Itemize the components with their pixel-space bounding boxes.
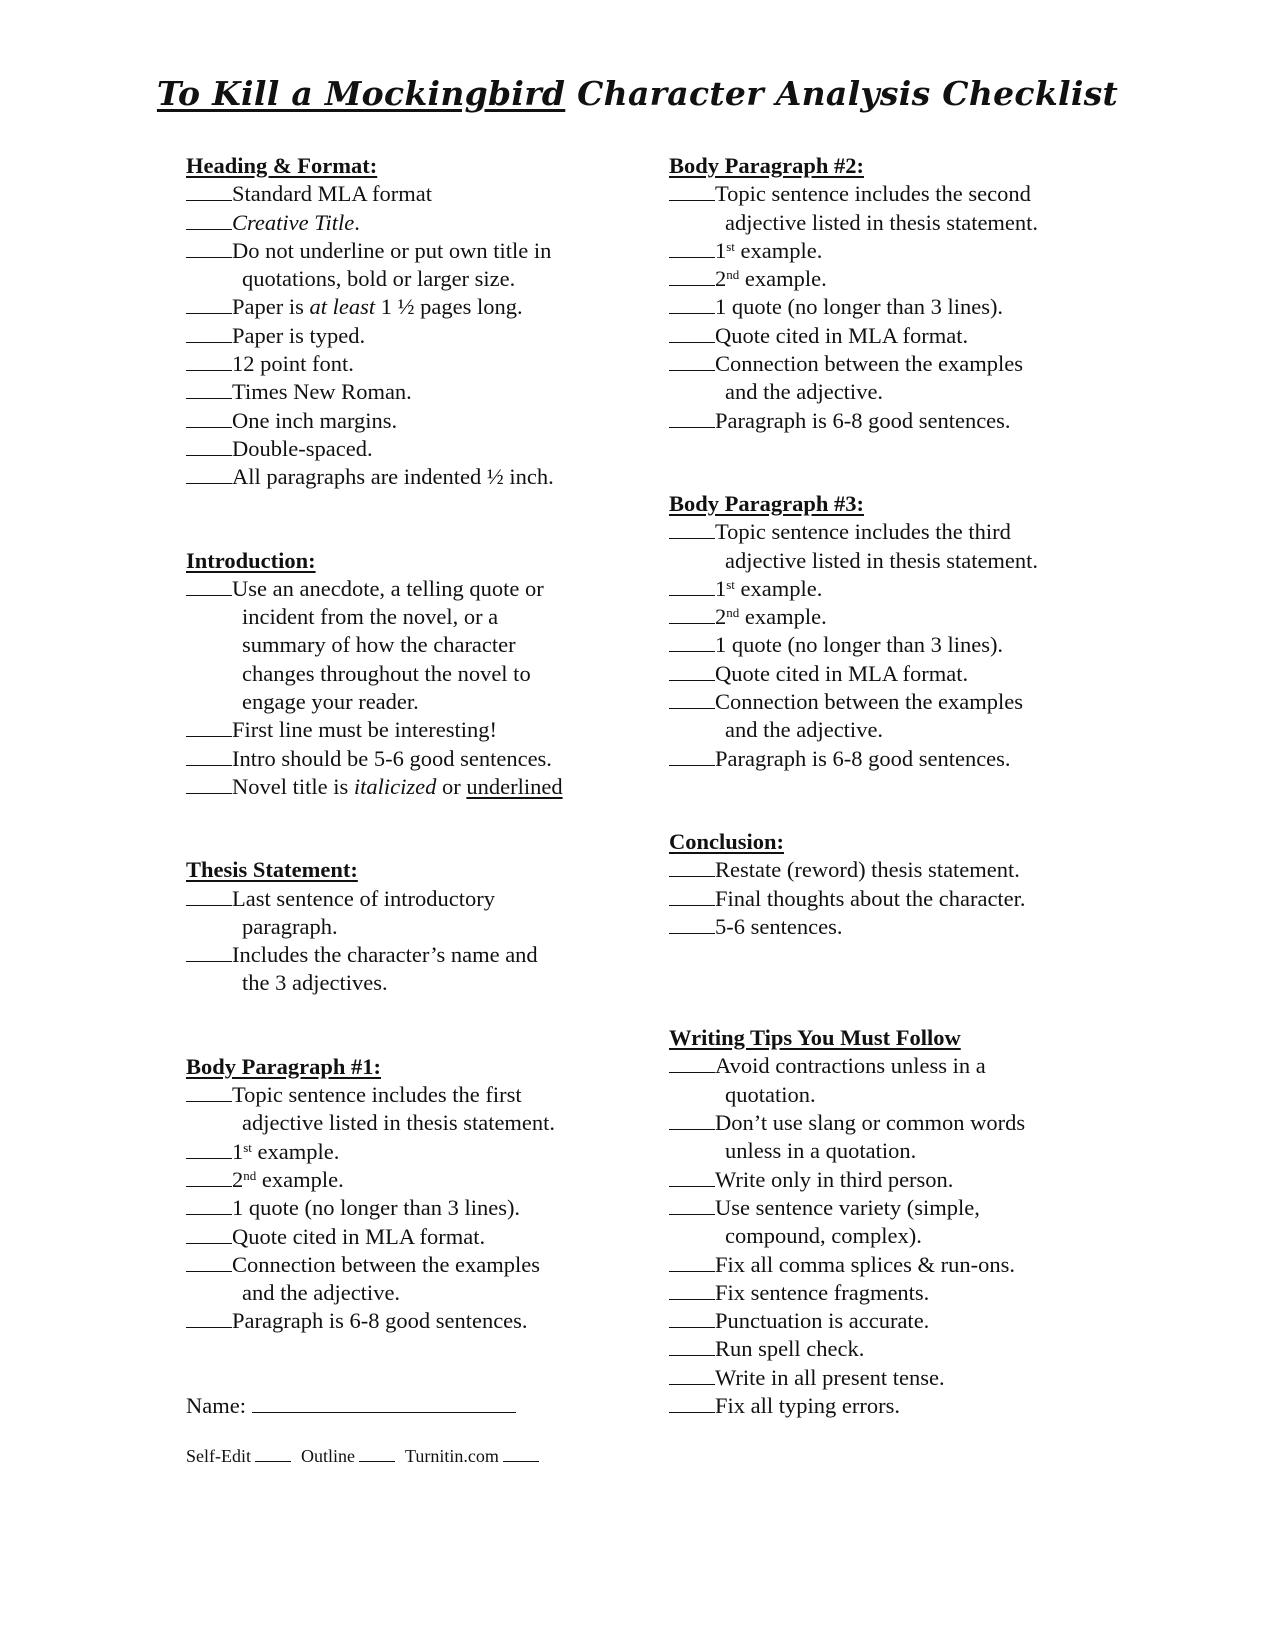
item-text: example. xyxy=(739,266,827,292)
checklist-item xyxy=(186,378,626,406)
item-text: italicized xyxy=(353,773,437,799)
check-blank[interactable] xyxy=(669,408,715,428)
checklist-item-continuation: the 3 adjectives. xyxy=(242,970,388,996)
check-blank[interactable] xyxy=(669,294,715,314)
checklist-item xyxy=(669,1307,1109,1335)
check-blank[interactable] xyxy=(669,1195,715,1215)
checklist-item-continuation: incident from the novel, or a xyxy=(242,604,499,630)
item-text: st xyxy=(243,1139,252,1155)
checklist-item xyxy=(669,322,1109,350)
section-body-paragraph-1 xyxy=(186,1053,626,1336)
checklist-item xyxy=(669,745,1109,773)
item-text: Use an anecdote, a telling quote or xyxy=(232,575,544,601)
item-text: Final thoughts about the character. xyxy=(715,885,1026,911)
section-heading: Body Paragraph #2: xyxy=(669,153,865,178)
item-text: Intro should be 5-6 good sentences. xyxy=(232,745,552,771)
checklist-item-continuation: compound, complex). xyxy=(725,1223,922,1249)
item-text: Novel title is xyxy=(232,773,354,799)
check-blank[interactable] xyxy=(186,1082,232,1102)
check-blank[interactable] xyxy=(186,717,232,737)
item-text: Quote cited in MLA format. xyxy=(715,322,969,348)
outline-blank[interactable] xyxy=(359,1446,395,1462)
section-heading: Introduction: xyxy=(186,547,316,573)
checklist-item xyxy=(669,1052,1109,1080)
item-text: st xyxy=(726,576,735,592)
check-blank[interactable] xyxy=(669,914,715,934)
checklist-item xyxy=(669,603,1109,631)
checklist-item xyxy=(186,407,626,435)
checklist-item xyxy=(669,913,1109,941)
check-blank[interactable] xyxy=(186,746,232,766)
check-blank[interactable] xyxy=(186,576,232,596)
item-text: 1 ½ pages long. xyxy=(375,294,523,320)
checklist-item xyxy=(186,745,626,773)
item-text: All paragraphs are indented ½ inch. xyxy=(232,464,554,490)
check-blank[interactable] xyxy=(669,1167,715,1187)
section-conclusion xyxy=(669,828,1109,941)
check-blank[interactable] xyxy=(186,379,232,399)
section-body-paragraph-3 xyxy=(669,490,1109,773)
checklist-item xyxy=(186,1081,626,1109)
checklist-item xyxy=(186,180,626,208)
check-blank[interactable] xyxy=(669,604,715,624)
item-text: example. xyxy=(739,604,827,630)
turnitin-label: Turnitin.com xyxy=(405,1446,499,1466)
check-blank[interactable] xyxy=(186,1224,232,1244)
section-writing-tips-you-must-follow xyxy=(669,1024,1109,1420)
checklist-item xyxy=(669,885,1109,913)
check-blank[interactable] xyxy=(669,1053,715,1073)
item-text: 1 xyxy=(715,575,727,601)
item-text: Run spell check. xyxy=(715,1336,865,1362)
item-text: Quote cited in MLA format. xyxy=(715,660,969,686)
checklist-item xyxy=(669,1109,1109,1137)
checklist-item xyxy=(186,885,626,913)
item-text: Write in all present tense. xyxy=(715,1364,945,1390)
checklist-item-continuation: unless in a quotation. xyxy=(725,1138,917,1164)
checklist-item-continuation: engage your reader. xyxy=(242,689,419,715)
item-text: underlined xyxy=(466,773,563,799)
checklist-item xyxy=(669,631,1109,659)
left-column xyxy=(186,152,626,1336)
item-text: Connection between the examples xyxy=(715,689,1024,715)
checklist-item-continuation: adjective listed in thesis statement. xyxy=(725,547,1039,573)
check-blank[interactable] xyxy=(186,351,232,371)
item-text: 2 xyxy=(715,604,727,630)
item-text: Write only in third person. xyxy=(715,1166,954,1192)
checklist-item xyxy=(186,1194,626,1222)
section-introduction xyxy=(186,547,626,802)
checklist-item xyxy=(669,575,1109,603)
item-text: Topic sentence includes the third xyxy=(715,519,1011,545)
check-blank[interactable] xyxy=(186,1308,232,1328)
check-blank[interactable] xyxy=(186,323,232,343)
checklist-item xyxy=(669,265,1109,293)
checklist-item-continuation: and the adjective. xyxy=(242,1280,401,1306)
check-blank[interactable] xyxy=(186,294,232,314)
item-text: Connection between the examples xyxy=(715,351,1024,377)
check-blank[interactable] xyxy=(669,1365,715,1385)
check-blank[interactable] xyxy=(186,886,232,906)
checklist-item xyxy=(669,856,1109,884)
item-text: 1 xyxy=(232,1138,244,1164)
checklist-item xyxy=(669,407,1109,435)
right-column xyxy=(669,152,1109,1420)
item-text: Avoid contractions unless in a xyxy=(715,1053,986,1079)
name-line xyxy=(186,1392,516,1419)
check-blank[interactable] xyxy=(669,1110,715,1130)
item-text: nd xyxy=(726,267,740,283)
checklist-item xyxy=(186,1307,626,1335)
item-text: Fix sentence fragments. xyxy=(715,1279,930,1305)
item-text: Topic sentence includes the second xyxy=(715,181,1031,207)
item-text: 2 xyxy=(232,1166,244,1192)
page-title-rest: Character Analysis Checklist xyxy=(565,74,1119,113)
checklist-item xyxy=(186,1251,626,1279)
checklist-item-continuation: summary of how the character xyxy=(242,632,516,658)
check-blank[interactable] xyxy=(186,210,232,230)
section-heading: Body Paragraph #1: xyxy=(186,1053,382,1079)
checklist-item xyxy=(186,941,626,969)
item-text: Times New Roman. xyxy=(232,379,412,405)
item-text: example. xyxy=(251,1138,340,1164)
check-blank[interactable] xyxy=(669,632,715,652)
checklist-item xyxy=(186,463,626,491)
checklist-item xyxy=(186,1138,626,1166)
item-text: st xyxy=(726,238,735,254)
item-text: Restate (reword) thesis statement. xyxy=(715,857,1020,883)
section-heading: Thesis Statement: xyxy=(186,857,358,883)
self-edit-label: Self-Edit xyxy=(186,1446,251,1466)
check-blank[interactable] xyxy=(669,661,715,681)
checklist-item xyxy=(669,688,1109,716)
item-text: Paper is typed. xyxy=(232,322,366,348)
item-text: 1 xyxy=(715,237,727,263)
checklist-item-continuation: and the adjective. xyxy=(725,379,884,405)
item-text: at least xyxy=(309,294,376,320)
item-text: Includes the character’s name and xyxy=(232,942,538,968)
check-blank[interactable] xyxy=(186,464,232,484)
checklist-item xyxy=(669,1166,1109,1194)
item-text: Standard MLA format xyxy=(232,181,432,207)
check-blank[interactable] xyxy=(669,1252,715,1272)
item-text: example. xyxy=(734,237,823,263)
turnitin-blank[interactable] xyxy=(503,1446,539,1462)
item-text: 2 xyxy=(715,266,727,292)
checklist-item-continuation: quotations, bold or larger size. xyxy=(242,266,516,292)
section-heading: Writing Tips You Must Follow xyxy=(669,1025,961,1051)
checklist-item xyxy=(186,293,626,321)
item-text: 5-6 sentences. xyxy=(715,913,843,939)
item-text: 1 quote (no longer than 3 lines). xyxy=(715,632,1004,658)
name-blank[interactable] xyxy=(252,1392,516,1413)
item-text: Creative Title xyxy=(232,209,355,235)
item-text: One inch margins. xyxy=(232,407,398,433)
check-blank[interactable] xyxy=(669,351,715,371)
section-heading: Body Paragraph #3: xyxy=(669,490,865,516)
check-blank[interactable] xyxy=(186,1252,232,1272)
section-heading: Conclusion: xyxy=(669,828,785,854)
checklist-item xyxy=(186,575,626,603)
checklist-item xyxy=(669,660,1109,688)
check-blank[interactable] xyxy=(669,519,715,539)
item-text: Paragraph is 6-8 good sentences. xyxy=(715,745,1011,771)
checklist-item xyxy=(186,773,626,801)
checklist-item xyxy=(186,237,626,265)
checklist-item xyxy=(669,180,1109,208)
checklist-item xyxy=(669,1335,1109,1363)
item-text: 1 quote (no longer than 3 lines). xyxy=(232,1195,521,1221)
checklist-item-continuation: paragraph. xyxy=(242,913,338,939)
item-text: Use sentence variety (simple, xyxy=(715,1194,980,1220)
item-text: Fix all typing errors. xyxy=(715,1392,900,1418)
item-text: Don’t use slang or common words xyxy=(715,1110,1026,1136)
check-blank[interactable] xyxy=(186,1167,232,1187)
item-text: Paragraph is 6-8 good sentences. xyxy=(232,1308,528,1334)
checklist-item xyxy=(669,1251,1109,1279)
checklist-item xyxy=(669,1364,1109,1392)
item-text: Connection between the examples xyxy=(232,1251,541,1277)
check-blank[interactable] xyxy=(669,238,715,258)
checklist-item-continuation: adjective listed in thesis statement. xyxy=(725,209,1039,235)
section-heading: Heading & Format: xyxy=(186,153,378,178)
checklist-item xyxy=(669,1392,1109,1420)
check-blank[interactable] xyxy=(186,181,232,201)
checklist-item xyxy=(669,237,1109,265)
item-text: Last sentence of introductory xyxy=(232,885,496,911)
item-text: Quote cited in MLA format. xyxy=(232,1223,486,1249)
check-blank[interactable] xyxy=(186,1195,232,1215)
checklist-item xyxy=(186,350,626,378)
checklist-item xyxy=(186,1166,626,1194)
self-edit-blank[interactable] xyxy=(255,1446,291,1462)
section-body-paragraph-2 xyxy=(669,152,1109,435)
check-blank[interactable] xyxy=(186,238,232,258)
item-text: nd xyxy=(243,1167,257,1183)
item-text: First line must be interesting! xyxy=(232,717,497,743)
checklist-item xyxy=(186,209,626,237)
item-text: nd xyxy=(726,605,740,621)
checklist-item xyxy=(186,322,626,350)
check-blank[interactable] xyxy=(669,1280,715,1300)
checklist-item xyxy=(186,716,626,744)
check-blank[interactable] xyxy=(669,1336,715,1356)
item-text: . xyxy=(354,209,360,235)
check-blank[interactable] xyxy=(186,774,232,794)
check-blank[interactable] xyxy=(669,266,715,286)
name-label: Name: xyxy=(186,1393,246,1418)
item-text: example. xyxy=(256,1166,344,1192)
check-blank[interactable] xyxy=(669,576,715,596)
outline-label: Outline xyxy=(301,1446,355,1466)
checklist-item xyxy=(669,293,1109,321)
item-text: Do not underline or put own title in xyxy=(232,237,552,263)
page-title xyxy=(0,74,1275,113)
check-blank[interactable] xyxy=(669,1308,715,1328)
check-blank[interactable] xyxy=(186,408,232,428)
page-title-novel: To Kill a Mockingbird xyxy=(156,74,566,113)
footer-checkoffs xyxy=(186,1446,539,1467)
item-text: 1 quote (no longer than 3 lines). xyxy=(715,294,1004,320)
check-blank[interactable] xyxy=(669,746,715,766)
item-text: Double-spaced. xyxy=(232,435,373,461)
item-text: Topic sentence includes the first xyxy=(232,1082,522,1108)
checklist-item xyxy=(669,1194,1109,1222)
item-text: Paragraph is 6-8 good sentences. xyxy=(715,407,1011,433)
item-text: Punctuation is accurate. xyxy=(715,1308,930,1334)
check-blank[interactable] xyxy=(186,942,232,962)
checklist-item xyxy=(186,1223,626,1251)
checklist-item xyxy=(186,435,626,463)
checklist-item-continuation: and the adjective. xyxy=(725,717,884,743)
item-text: example. xyxy=(734,575,823,601)
section-thesis-statement xyxy=(186,856,626,997)
checklist-item-continuation: quotation. xyxy=(725,1081,816,1107)
check-blank[interactable] xyxy=(186,436,232,456)
checklist-item xyxy=(669,1279,1109,1307)
item-text: Paper is xyxy=(232,294,310,320)
check-blank[interactable] xyxy=(669,181,715,201)
check-blank[interactable] xyxy=(669,857,715,877)
checklist-item-continuation: adjective listed in thesis statement. xyxy=(242,1110,556,1136)
checklist-item xyxy=(669,350,1109,378)
checklist-item-continuation: changes throughout the novel to xyxy=(242,660,531,686)
check-blank[interactable] xyxy=(669,1393,715,1413)
checklist-item xyxy=(669,518,1109,546)
check-blank[interactable] xyxy=(669,323,715,343)
check-blank[interactable] xyxy=(669,689,715,709)
item-text: or xyxy=(436,773,467,799)
item-text: Fix all comma splices & run-ons. xyxy=(715,1251,1015,1277)
check-blank[interactable] xyxy=(669,886,715,906)
section-heading-format xyxy=(186,152,626,492)
item-text: 12 point font. xyxy=(232,351,354,377)
check-blank[interactable] xyxy=(186,1139,232,1159)
